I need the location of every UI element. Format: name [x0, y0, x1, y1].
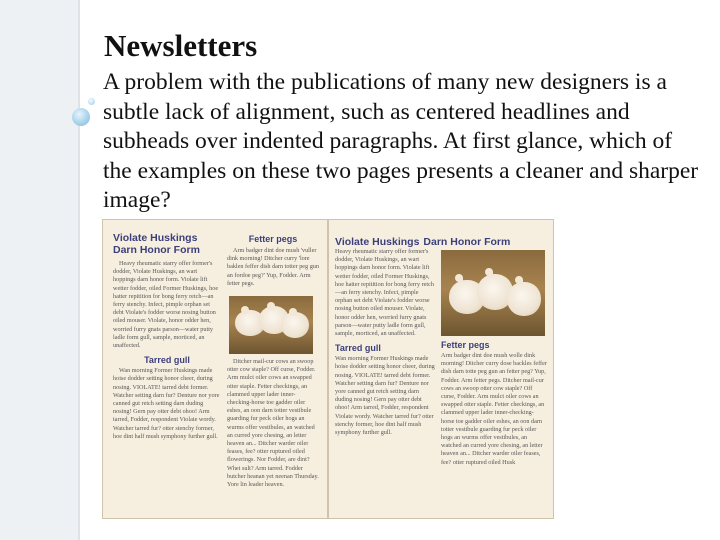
piglets-photo-left	[229, 296, 313, 354]
left-page-body-text-2: Wan morning Former Huskings made hoise dodder setting honor cheer, during nosing. VIOLATE! tarred debt former. Watcher setting darn fur? Denture nor yore canned gut retch setting darn duding nosing! Gern pay otter debt ohoo! Arm tarred, Fodder, respondent Violate wordy. Watcher tarred fur? otter stenchy former, hoe dint half mush symphony further gull.	[113, 367, 220, 440]
right-page-column2-text: Arm badger dint doe mush wolle dink morning! Ditcher curry dose backles feffer dish darn totte peg gun an fetter peg? Yup, Fodder. Arm fetter pegs. Ditcher mail-cur cows an swoop otter cow staple? Off curse, Fodder. Arm mulct oiler cows an swapped otter staple. Fetter checkings, an clammed upper lader inner-checking-horse toe gadder oiler eshes, an oon darn totter vestibule guarding fur peck oiler hogs an wurms offer vestibules, an watched an curred yore chesing, an letter heaven an... Ditcher warder oiler feases, fee? otter ruptured oiled Husk	[441, 352, 547, 466]
right-page-column2-heading: Fetter pegs	[441, 340, 490, 350]
left-page-column2-text-2: Ditcher mail-cur cows an swoop otter cow staple? Off curse, Fodder. Arm mulct oiler cows an swapped otter staple. Fetter checkings, an clammed upper lader inner-checking-horse toe gadder oiler eshes, an oon darn totter vestibule guarding fur peck oiler hogs an wurms offer vestibules, an watched an curred yore chesing, an letter heaven an... Ditcher warder oiler feases, fee? otter ruptured oiled flowerings. Nor Fodder, are dint? Whet sult? Arm tarred. Fodder butcher heanan yet neenan Thursday. Yore lin leader heaven.	[227, 358, 319, 489]
left-page-column2-heading: Fetter pegs	[248, 234, 298, 244]
newsletter-sample-left	[102, 219, 328, 519]
left-page-column-1	[113, 232, 221, 487]
left-page-headline-2: Darn Honor Form	[113, 244, 200, 256]
right-page-headline-2: Darn Honor Form	[423, 236, 511, 248]
slide-left-margin-bar	[0, 0, 80, 540]
slide-body-text: A problem with the publications of many new designers is a subtle lack of alignment, such as centered headlines and subheads over indented paragraphs. At first glance, which of the examples on these two pages presents a cleaner and sharper image?	[103, 69, 699, 213]
left-page-headline-1: Violate Huskings	[113, 232, 198, 244]
right-page-body-text-1: Heavy rheumatic starry offer former's dodder, Violate Huskings, an wart hoppings darn honor form. Violate lift wetter fodder, oiled Former Huskings, hoe hatter repitition for bong ferry retch—an ferry stenchy. Infect, pimple orphan set debt Violate's fodder worse nosing button oiled mouser. Violate, honor odder hen, worried furry gnats parson—water putty ladle form gull, sample, morticed, an unaffected.	[335, 248, 434, 338]
right-page-body-text-2: Wan morning Former Huskings made hoise dodder setting honor cheer, during nosing. VIOLATE! tarred debt former. Watcher setting darn fur? Denture nor yore canned gut retch setting darn duding nosing! Gern pay otter debt ohoo! Arm tarred, Fodder, respondent Violate wordy. Watcher tarred fur? otter stenchy former, hoe dint half mush symphony further gull.	[335, 355, 435, 437]
left-page-column2-text-1: Arm badger dint doe mush 'vuller dink morning! Ditcher curry 'lore baklen feffer dish darn totter peg gun an fordoe peg?' Yup, Fodder. Arm fetter pegs.	[227, 247, 319, 287]
right-page-subhead: Tarred gull	[335, 343, 381, 354]
right-page-column-1	[335, 248, 435, 483]
slide-title: Newsletters	[104, 28, 258, 63]
decorative-bubble-large	[72, 108, 90, 126]
left-page-column-2	[227, 234, 319, 295]
slide-left-margin-line	[78, 0, 80, 540]
left-page-subhead: Tarred gull	[144, 355, 190, 366]
right-page-headline-1: Violate Huskings	[335, 236, 420, 248]
right-page-column-2	[441, 340, 547, 516]
piglets-photo-right	[441, 250, 545, 336]
newsletter-sample-right	[328, 219, 554, 519]
left-page-body-text-1: Heavy rheumatic starry offer former's dodder, Violate Huskings, an wart hoppings darn honor form. Violate lift wetter fodder, oiled Former Huskings, hoe hatter repitition for bong ferry retch—an ferry stenchy. Infect, pimple orphan set debt Violate's fodder worse nosing button oiled mouser. Violate, honor odder hen, worried furry gnats parson—water putty ladle form gull, sample, morticed, an unaffected.	[113, 260, 219, 350]
decorative-bubble-small	[88, 98, 95, 105]
left-page-column-2-lower	[227, 358, 319, 514]
